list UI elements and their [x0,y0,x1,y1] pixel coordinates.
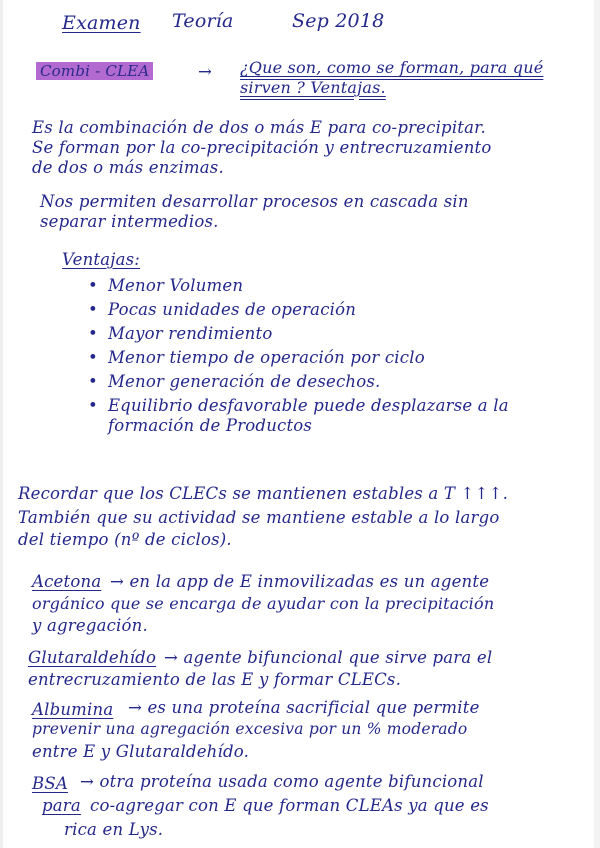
scan-right-edge [594,0,600,848]
advantages-heading: Ventajas: [62,250,141,269]
advantage-item: • Equilibrio desfavorable puede desplazarse a la [88,396,509,415]
advantage-item: • Menor Volumen [88,276,243,295]
term-glutaraldehido: Glutaraldehído [28,648,157,667]
note-line-3: del tiempo (nº de ciclos). [18,530,232,549]
acetona-line-2: orgánico que se encarga de ayudar con la precipitación [32,594,495,613]
advantage-item: • Menor generación de desechos. [88,372,381,391]
bsa-line-3: rica en Lys. [64,820,164,839]
question-line-2: sirven ? Ventajas. [240,78,386,97]
topic-tag: Combi - CLEA [36,62,153,80]
albumina-line-3: entre E y Glutaraldehído. [32,742,250,761]
cascade-line-1: Nos permiten desarrollar procesos en cascada sin [40,192,469,211]
title-date: Sep 2018 [292,10,385,32]
advantage-item-continued: formación de Productos [108,416,313,435]
definition-line-1: Es la combinación de dos o más E para co-precipitar. [32,118,486,137]
bsa-line-1: → otra proteína usada como agente bifuncional [80,772,484,791]
question-line-1: ¿Que son, como se forman, para qué [240,58,544,77]
glutaraldehido-line-2: entrecruzamiento de las E y formar CLECs. [28,670,402,689]
advantage-item: • Menor tiempo de operación por ciclo [88,348,425,367]
term-bsa-para: para [42,796,81,815]
acetona-line-3: y agregación. [32,616,148,635]
advantage-item: • Pocas unidades de operación [88,300,356,319]
advantage-item: • Mayor rendimiento [88,324,272,343]
definition-line-3: de dos o más enzimas. [32,158,224,177]
arrow-glyph: → [198,62,213,81]
glutaraldehido-line-1: → agente bifuncional que sirve para el [164,648,493,667]
note-line-2: También que su actividad se mantiene estable a lo largo [18,508,500,527]
scan-left-edge [0,0,3,848]
title-exam: Examen [62,12,141,34]
bsa-line-2: co-agregar con E que forman CLEAs ya que es [90,796,489,815]
note-line-1: Recordar que los CLECs se mantienen estables a T ↑↑↑. [18,484,509,503]
acetona-line-1: → en la app de E inmovilizadas es un agente [110,572,490,591]
title-theory: Teoría [172,10,234,32]
definition-line-2: Se forman por la co-precipitación y entrecruzamiento [32,138,492,157]
albumina-line-2: prevenir una agregación excesiva por un % moderado [32,720,468,738]
term-acetona: Acetona [32,572,102,591]
cascade-line-2: separar intermedios. [40,212,219,231]
term-albumina: Albumina [32,700,114,719]
term-bsa: BSA [32,774,68,793]
albumina-line-1: → es una proteína sacrificial que permite [128,698,480,717]
